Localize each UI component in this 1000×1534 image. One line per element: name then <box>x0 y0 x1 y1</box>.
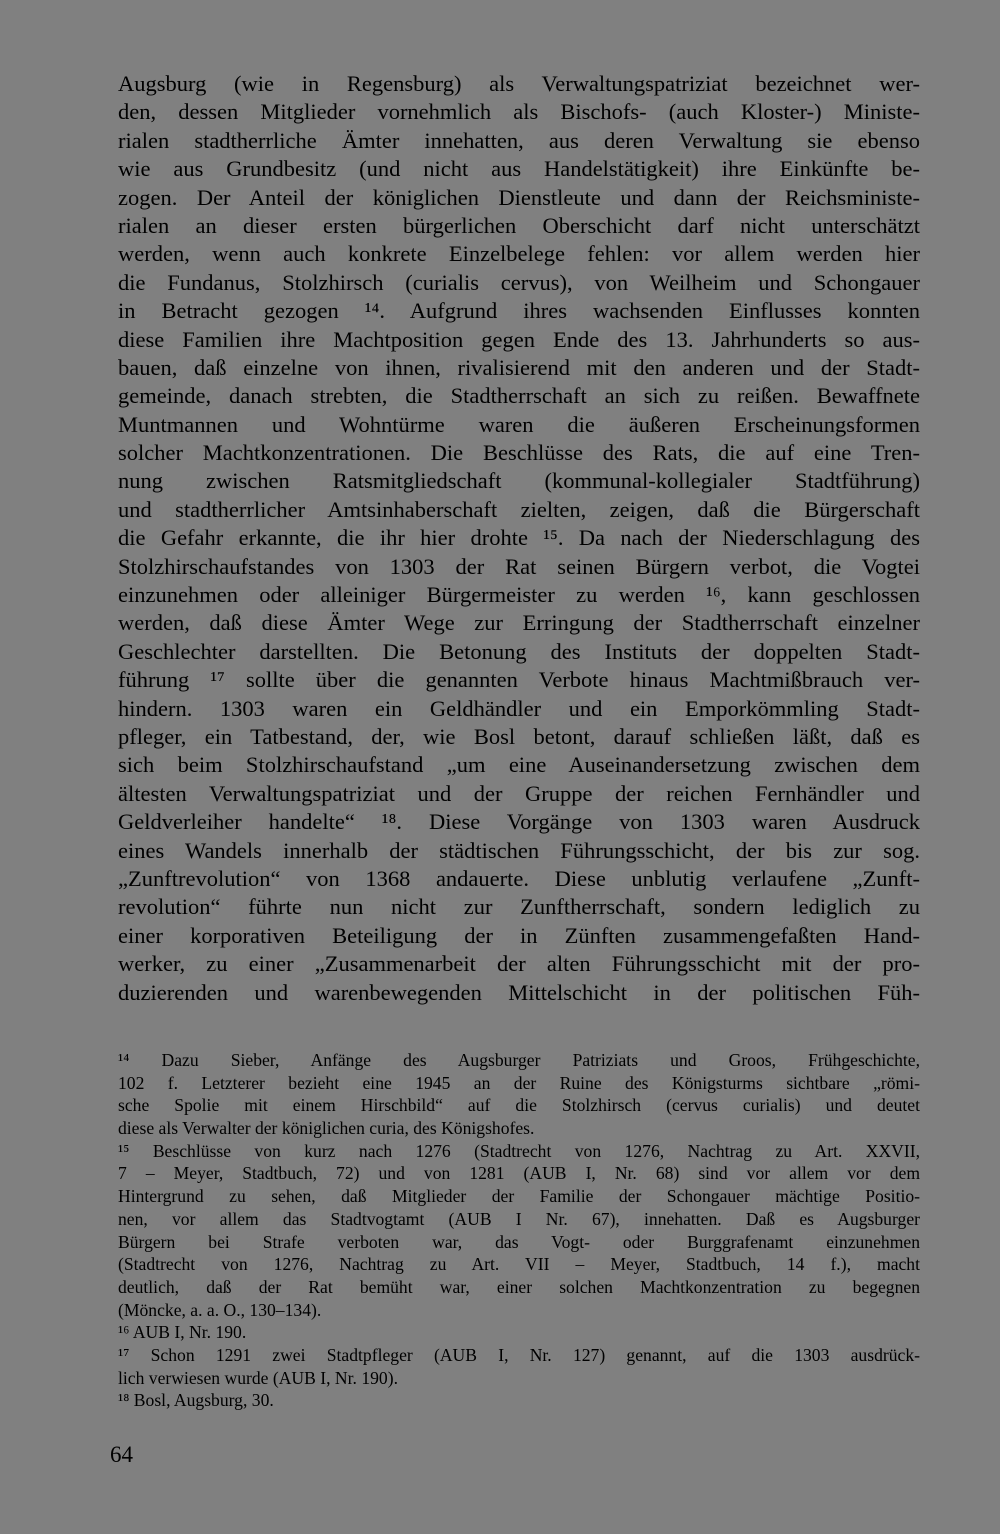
body-line: die Gefahr erkannte, die ihr hier drohte ¹⁵. Da nach der Niederschlagung des <box>118 525 920 551</box>
body-line: und stadtherrlicher Amtsinhaberschaft zielten, zeigen, daß die Bürgerschaft <box>118 496 920 522</box>
footnote-line: ¹⁷ Schon 1291 zwei Stadtpfleger (AUB I, Nr. 127) genannt, auf die 1303 ausdrück- <box>118 1344 920 1365</box>
body-line: duzierenden und warenbewegenden Mittelschicht in der politischen Füh- <box>118 979 920 1005</box>
body-line: nung zwischen Ratsmitgliedschaft (kommunal-kollegialer Stadtführung) <box>118 468 920 494</box>
footnote-line: 7 – Meyer, Stadtbuch, 72) und von 1281 (AUB I, Nr. 68) sind vor allem vor dem <box>118 1163 920 1184</box>
body-line: Geschlechter darstellten. Die Betonung des Instituts der doppelten Stadt- <box>118 638 920 664</box>
body-line: eines Wandels innerhalb der städtischen Führungsschicht, der bis zur sog. <box>118 837 920 863</box>
body-line: werden, daß diese Ämter Wege zur Erringung der Stadtherrschaft einzelner <box>118 610 920 636</box>
body-line: solcher Machtkonzentrationen. Die Beschlüsse des Rats, die auf eine Tren- <box>118 440 920 466</box>
footnote-line: ¹⁸ Bosl, Augsburg, 30. <box>118 1390 274 1411</box>
body-line: werden, wenn auch konkrete Einzelbelege fehlen: vor allem werden hier <box>118 241 920 267</box>
body-line: werker, zu einer „Zusammenarbeit der alten Führungsschicht mit der pro- <box>118 951 920 977</box>
footnote-line: lich verwiesen wurde (AUB I, Nr. 190). <box>118 1367 398 1388</box>
footnote-line: (Stadtrecht von 1276, Nachtrag zu Art. VII – Meyer, Stadtbuch, 14 f.), macht <box>118 1254 920 1275</box>
body-line: „Zunftrevolution“ von 1368 andauerte. Diese unblutig verlaufene „Zunft- <box>118 865 920 891</box>
footnote-line: ¹⁴ Dazu Sieber, Anfänge des Augsburger Patriziats und Groos, Frühgeschichte, <box>118 1050 920 1070</box>
body-line: Geldverleiher handelte“ ¹⁸. Diese Vorgänge von 1303 waren Ausdruck <box>118 809 920 835</box>
footnote-line: ¹⁵ Beschlüsse von kurz nach 1276 (Stadtrecht von 1276, Nachtrag zu Art. XXVII, <box>118 1140 920 1161</box>
footnote-line: Bürgern bei Strafe verboten war, das Vogt- oder Burggrafenamt einzunehmen <box>118 1231 920 1252</box>
body-line: Stolzhirschaufstandes von 1303 der Rat seinen Bürgern verbot, die Vogtei <box>118 553 920 579</box>
footnote-line: 102 f. Letzterer bezieht eine 1945 an der Ruine des Königsturms sichtbare „römi- <box>118 1072 920 1093</box>
footnote-line: (Möncke, a. a. O., 130–134). <box>118 1299 322 1320</box>
body-line: einzunehmen oder alleiniger Bürgermeister zu werden ¹⁶, kann geschlossen <box>118 582 920 608</box>
body-line: pfleger, ein Tatbestand, der, wie Bosl betont, darauf schließen läßt, daß es <box>118 723 920 749</box>
footnote-line: sche Spolie mit einem Hirschbild“ auf die Stolzhirsch (cervus curialis) und deutet <box>118 1095 920 1116</box>
body-line: rialen an dieser ersten bürgerlichen Oberschicht darf nicht unterschätzt <box>118 212 920 238</box>
body-line: Muntmannen und Wohntürme waren die äußeren Erscheinungsformen <box>118 411 920 437</box>
body-line: sich beim Stolzhirschaufstand „um eine Auseinandersetzung zwischen dem <box>118 752 920 778</box>
body-line: diese Familien ihre Machtposition gegen Ende des 13. Jahrhunderts so aus- <box>118 326 920 352</box>
body-line: zogen. Der Anteil der königlichen Dienstleute und dann der Reichsministe- <box>118 184 920 210</box>
body-line: wie aus Grundbesitz (und nicht aus Handelstätigkeit) ihre Einkünfte be- <box>118 156 920 182</box>
body-line: den, dessen Mitglieder vornehmlich als Bischofs- (auch Kloster-) Ministe- <box>118 99 920 125</box>
footnote-line: diese als Verwalter der königlichen curia, des Königshofes. <box>118 1118 535 1139</box>
body-line: die Fundanus, Stolzhirsch (curialis cervus), von Weilheim und Schongauer <box>118 269 920 295</box>
body-text <box>118 70 920 1007</box>
footnotes <box>118 1049 920 1412</box>
body-line: gemeinde, danach strebten, die Stadtherrschaft an sich zu reißen. Bewaffnete <box>118 383 920 409</box>
footnote-line: Hintergrund zu sehen, daß Mitglieder der Familie der Schongauer mächtige Positio- <box>118 1186 920 1207</box>
body-line: hindern. 1303 waren ein Geldhändler und ein Emporkömmling Stadt- <box>118 695 920 721</box>
body-line: ältesten Verwaltungspatriziat und der Gruppe der reichen Fernhändler und <box>118 780 920 806</box>
footnote-line: ¹⁶ AUB I, Nr. 190. <box>118 1322 247 1343</box>
body-line: revolution“ führte nun nicht zur Zunftherrschaft, sondern lediglich zu <box>118 894 920 920</box>
footnote-line: nen, vor allem das Stadtvogtamt (AUB I Nr. 67), innehatten. Daß es Augsburger <box>118 1208 920 1229</box>
body-line: einer korporativen Beteiligung der in Zünften zusammengefaßten Hand- <box>118 922 920 948</box>
body-line: Augsburg (wie in Regensburg) als Verwaltungspatriziat bezeichnet wer- <box>118 71 920 96</box>
body-line: rialen stadtherrliche Ämter innehatten, aus deren Verwaltung sie ebenso <box>118 127 920 153</box>
body-line: bauen, daß einzelne von ihnen, rivalisierend mit den anderen und der Stadt- <box>118 354 920 380</box>
page-number: 64 <box>110 1442 133 1467</box>
footnote-line: deutlich, daß der Rat bemüht war, einer solchen Machtkonzentration zu begegnen <box>118 1276 920 1297</box>
body-line: führung ¹⁷ sollte über die genannten Verbote hinaus Machtmißbrauch ver- <box>118 667 920 693</box>
body-line: in Betracht gezogen ¹⁴. Aufgrund ihres wachsenden Einflusses konnten <box>118 298 920 324</box>
